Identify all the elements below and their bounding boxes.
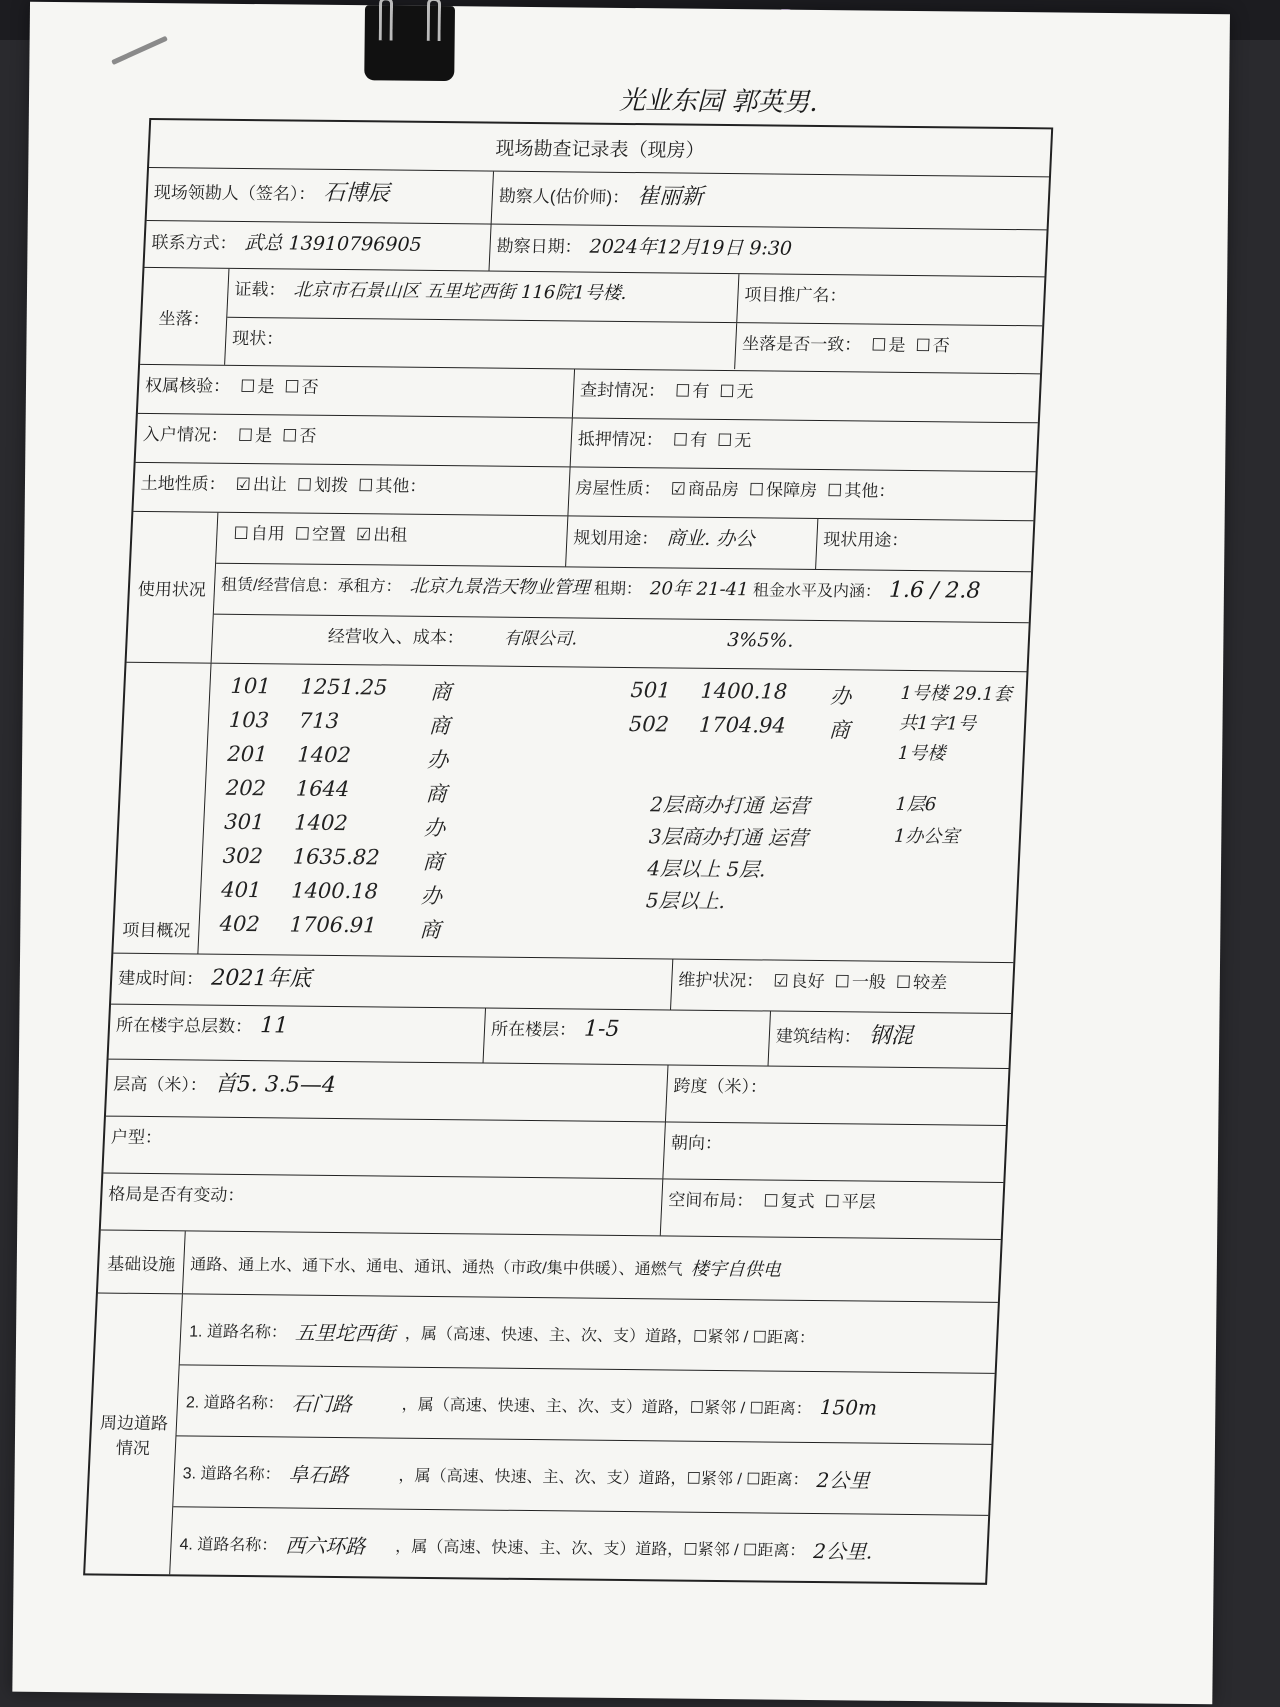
unit-area: 1704.94 [698, 712, 787, 738]
usage-row [127, 512, 1034, 672]
unit-number: 502 [628, 712, 670, 737]
layout-row [101, 1174, 1004, 1240]
height-row [106, 1060, 1009, 1126]
orient-label: 朝向： [670, 1133, 723, 1154]
house-opt-commercial[interactable]: ☑ 商品房 [670, 479, 739, 499]
unit-use: 办 [426, 747, 449, 773]
unit-use: 商 [828, 718, 851, 743]
land-opt-other[interactable]: ☐ 其他： [358, 476, 427, 496]
unit-number: 302 [222, 843, 264, 869]
road-name: 五里坨西街 [294, 1320, 396, 1346]
mortgage-none-checkbox[interactable]: ☐ 无 [717, 431, 752, 450]
unit-area: 713 [298, 708, 340, 733]
income-label: 经营收入、成本： [327, 626, 465, 648]
road-type-options: ，属（高速、快速、主、次、支）道路，☐紧邻 / ☐距离： [398, 1467, 809, 1489]
usage-vacant-checkbox[interactable]: ☐ 空置 [294, 525, 346, 545]
roads-row [85, 1293, 998, 1582]
usage-opts-row [216, 513, 1033, 573]
space-duplex-checkbox[interactable]: ☐ 复式 [763, 1191, 815, 1211]
survey-paper [12, 2, 1230, 1704]
infra-items: 通路、通上水、通下水、通电、通讯、通热（市政/集中供暖）、通燃气 [189, 1255, 684, 1279]
maint-cell [671, 960, 1013, 1014]
consistent-no-checkbox[interactable]: ☐ 否 [915, 336, 950, 355]
unit-area: 1402 [296, 742, 352, 768]
handwritten-note-line: 4层以上 5层. [646, 856, 767, 882]
contact-value: 武总 13910796905 [244, 231, 423, 256]
road-number-label: 1. 道路名称： [188, 1322, 288, 1341]
handwritten-note-line: 5层以上. [645, 888, 726, 914]
space-label: 空间布局： [667, 1190, 754, 1211]
date-cell [489, 225, 1046, 277]
ownership-cell [138, 365, 575, 418]
signer-row [147, 168, 1049, 230]
unit-number: 101 [229, 673, 272, 699]
house-cell [568, 467, 1035, 520]
contact-label: 联系方式： [151, 233, 238, 253]
span-label: 跨度（米）： [673, 1076, 768, 1097]
building-notes [897, 679, 1012, 770]
land-opt-allocate[interactable]: ☐ 划拨 [296, 476, 348, 496]
built-value: 2021年底 [210, 965, 312, 992]
house-label: 房屋性质： [575, 478, 662, 499]
handwritten-note-line: 1号楼 [897, 742, 946, 765]
road-distance: 150m [819, 1395, 878, 1420]
mortgage-label: 抵押情况： [577, 429, 664, 450]
unit-area: 1400.18 [290, 878, 379, 904]
maint-good-checkbox[interactable]: ☑ 良好 [773, 972, 825, 992]
overview-label: 项目概况 [113, 663, 211, 954]
floors-row [109, 1005, 1011, 1069]
entry-yes-checkbox[interactable]: ☐ 是 [237, 426, 272, 445]
leader-signature: 石博辰 [322, 180, 391, 207]
promo-label: 项目推广名： [744, 285, 847, 306]
unit-area: 1706.91 [289, 912, 378, 938]
cert-cell [227, 269, 739, 322]
floor-label: 所在楼层： [490, 1019, 577, 1040]
built-cell [111, 954, 673, 1010]
type-label: 户型： [103, 1117, 666, 1179]
unit-area: 1644 [295, 776, 350, 802]
handwritten-note-line: 1办公室 [893, 825, 960, 848]
cert-value: 北京市石景山区 五里坨西街 116院1号楼. [293, 279, 627, 304]
unit-area: 1400.18 [699, 678, 788, 704]
plan-value: 商业. 办公 [665, 527, 756, 551]
space-flat-checkbox[interactable]: ☐ 平层 [824, 1192, 876, 1212]
handwritten-note-line: 2层商办打通 运营 [649, 792, 810, 818]
lease-value-continued: 有限公司. [503, 628, 578, 650]
mortgage-cell [571, 418, 1038, 471]
surveyor-label: 勘察人(估价师)： [498, 186, 630, 207]
surveyor-signature: 崔丽新 [636, 184, 704, 210]
road-distance: 2公里 [816, 1467, 870, 1493]
contact-cell [145, 221, 492, 271]
road-name: 阜石路 [288, 1462, 350, 1487]
usage-rent-checkbox[interactable]: ☑ 出租 [356, 525, 408, 545]
road-type-options: ，属（高速、快速、主、次、支）道路，☐紧邻 / ☐距离： [401, 1396, 813, 1418]
unit-use: 办 [829, 684, 852, 709]
unit-number: 401 [220, 877, 262, 903]
road-row [180, 1294, 998, 1374]
road-row [173, 1436, 991, 1516]
road-name: 石门路 [291, 1391, 353, 1416]
survey-form [83, 118, 1053, 1585]
floors-value: 11 [259, 1013, 289, 1039]
infra-label: 基础设施 [98, 1231, 186, 1294]
unit-use: 商 [429, 679, 452, 705]
status-label: 现状： [225, 318, 737, 369]
overview-row [113, 663, 1026, 963]
top-handwritten-note: 光业东园 郭英男. [618, 85, 818, 118]
consistent-yes-checkbox[interactable]: ☐ 是 [871, 336, 906, 355]
unit-number: 103 [228, 707, 270, 733]
usage-self-checkbox[interactable]: ☐ 自用 [233, 524, 285, 544]
rent-label: 租金水平及内涵： [752, 582, 882, 601]
plan-label: 规划用途： [572, 528, 659, 549]
term-value: 20年 21-41 [649, 578, 750, 601]
unit-use: 商 [425, 781, 448, 807]
unit-area: 1251.25 [299, 674, 388, 700]
leader-label: 现场领勘人（签名）： [153, 183, 316, 204]
usage-label: 使用状况 [127, 512, 219, 663]
entry-no-checkbox[interactable]: ☐ 否 [282, 426, 317, 445]
pin-icon [111, 36, 168, 65]
ownership-no-checkbox[interactable]: ☐ 否 [284, 377, 319, 396]
structure-label: 建筑结构： [775, 1026, 862, 1047]
land-label: 土地性质： [140, 473, 227, 494]
entry-label: 入户情况： [142, 424, 229, 445]
road-number-label: 2. 道路名称： [185, 1393, 285, 1412]
house-opt-other[interactable]: ☐ 其他： [827, 481, 896, 501]
plan-cell [566, 516, 818, 569]
lease-cell [214, 564, 1031, 623]
unit-area: 1635.82 [292, 844, 381, 870]
unit-area: 1402 [293, 810, 349, 836]
unit-use: 商 [418, 917, 442, 943]
unit-use: 商 [422, 849, 445, 875]
ownership-yes-checkbox[interactable]: ☐ 是 [240, 377, 275, 396]
mortgage-have-checkbox[interactable]: ☐ 有 [672, 430, 707, 449]
handwritten-note-line: 1层6 [894, 793, 937, 816]
usage-opts-cell [216, 513, 568, 567]
roads-label: 周边道路情况 [85, 1293, 183, 1574]
date-value: 2024年12月19日 9:30 [589, 235, 793, 260]
current-use-label: 现状用途： [822, 530, 909, 550]
type-row [103, 1117, 1006, 1183]
overview-content [198, 664, 1026, 962]
height-value: 首5. 3.5—4 [214, 1071, 337, 1098]
seal-none-checkbox[interactable]: ☐ 无 [719, 382, 754, 401]
consistent-label: 坐落是否一致： [741, 334, 862, 355]
road-row [170, 1507, 988, 1586]
space-cell [661, 1179, 1004, 1239]
structure-value: 钢混 [868, 1023, 914, 1050]
handwritten-note-line: 1号楼 29.1套 [900, 682, 1013, 706]
floors-label: 所在楼宇总层数： [115, 1015, 253, 1037]
road-type-options: ，属（高速、快速、主、次、支）道路，☐紧邻 / ☐距离： [404, 1325, 816, 1347]
unit-use: 办 [423, 815, 446, 841]
maint-label: 维护状况： [677, 970, 764, 991]
road-distance: 2公里. [812, 1538, 873, 1564]
usage-detail [212, 513, 1034, 671]
road-number-label: 4. 道路名称： [179, 1535, 278, 1554]
location-detail [225, 269, 1044, 373]
lease-value: 北京九景浩天物业管理 [409, 575, 591, 599]
handwritten-note-line: 共1字1号 [898, 712, 977, 735]
land-opt-transfer[interactable]: ☑ 出让 [235, 475, 287, 495]
unit-number: 501 [629, 678, 672, 703]
side-notes [893, 789, 961, 854]
floors-cell [109, 1005, 486, 1063]
floor-value: 1-5 [583, 1016, 621, 1042]
units-left-list [219, 674, 481, 945]
maint-normal-checkbox[interactable]: ☐ 一般 [834, 972, 886, 992]
date-label: 勘察日期： [496, 236, 583, 257]
road-name: 西六环路 [284, 1532, 366, 1558]
binder-clip [364, 5, 455, 81]
structure-cell [769, 1012, 1011, 1068]
unit-number: 201 [226, 741, 269, 767]
handwritten-note-line: 3层商办打通 运营 [648, 824, 809, 850]
unit-use: 商 [428, 713, 451, 739]
road-row [176, 1365, 994, 1445]
ownership-label: 权属核验： [144, 375, 231, 396]
height-label: 层高（米）： [112, 1074, 208, 1095]
lease-label: 租赁/经营信息：承租方： [220, 576, 402, 596]
surveyor-cell [492, 172, 1049, 230]
rent-note: 3%5%. [726, 629, 795, 652]
infra-cell [183, 1231, 1001, 1302]
maint-poor-checkbox[interactable]: ☐ 较差 [895, 973, 947, 993]
location-row [140, 268, 1044, 374]
infra-row [98, 1231, 1001, 1303]
seal-cell [573, 369, 1040, 422]
income-cell [212, 615, 1029, 672]
form-title: 现场勘查记录表（现房） [495, 138, 705, 162]
land-cell [133, 463, 570, 516]
built-row [111, 954, 1013, 1014]
floor-cell [484, 1009, 771, 1066]
house-opt-affordable[interactable]: ☐ 保障房 [748, 480, 817, 500]
lease-row [214, 564, 1031, 624]
leader-cell [147, 168, 494, 224]
term-label: 租期： [593, 580, 643, 599]
cert-row [227, 269, 1044, 327]
income-row [212, 615, 1029, 672]
unit-number: 202 [225, 775, 267, 801]
seal-have-checkbox[interactable]: ☐ 有 [675, 381, 710, 400]
entry-cell [136, 414, 573, 467]
unit-number: 301 [223, 809, 266, 835]
units-right-list [628, 678, 881, 745]
floor-notes [645, 788, 810, 918]
status-row [225, 318, 1042, 373]
road-number-label: 3. 道路名称： [182, 1464, 281, 1483]
unit-number: 402 [219, 911, 261, 937]
height-cell [106, 1060, 669, 1122]
infra-note: 楼宇自供电 [690, 1258, 782, 1281]
location-label: 坐落： [140, 268, 229, 365]
cert-label: 证载： [234, 279, 286, 300]
roads-list [170, 1294, 998, 1582]
built-label: 建成时间： [117, 968, 204, 989]
consistent-cell [735, 323, 1042, 372]
layout-change-label: 格局是否有变动： [101, 1174, 664, 1236]
road-type-options: ，属（高速、快速、主、次、支）道路，☐紧邻 / ☐距离： [394, 1538, 806, 1560]
seal-label: 查封情况： [579, 380, 666, 401]
rent-value: 1.6 / 2.8 [888, 577, 982, 604]
unit-use: 办 [420, 883, 443, 909]
